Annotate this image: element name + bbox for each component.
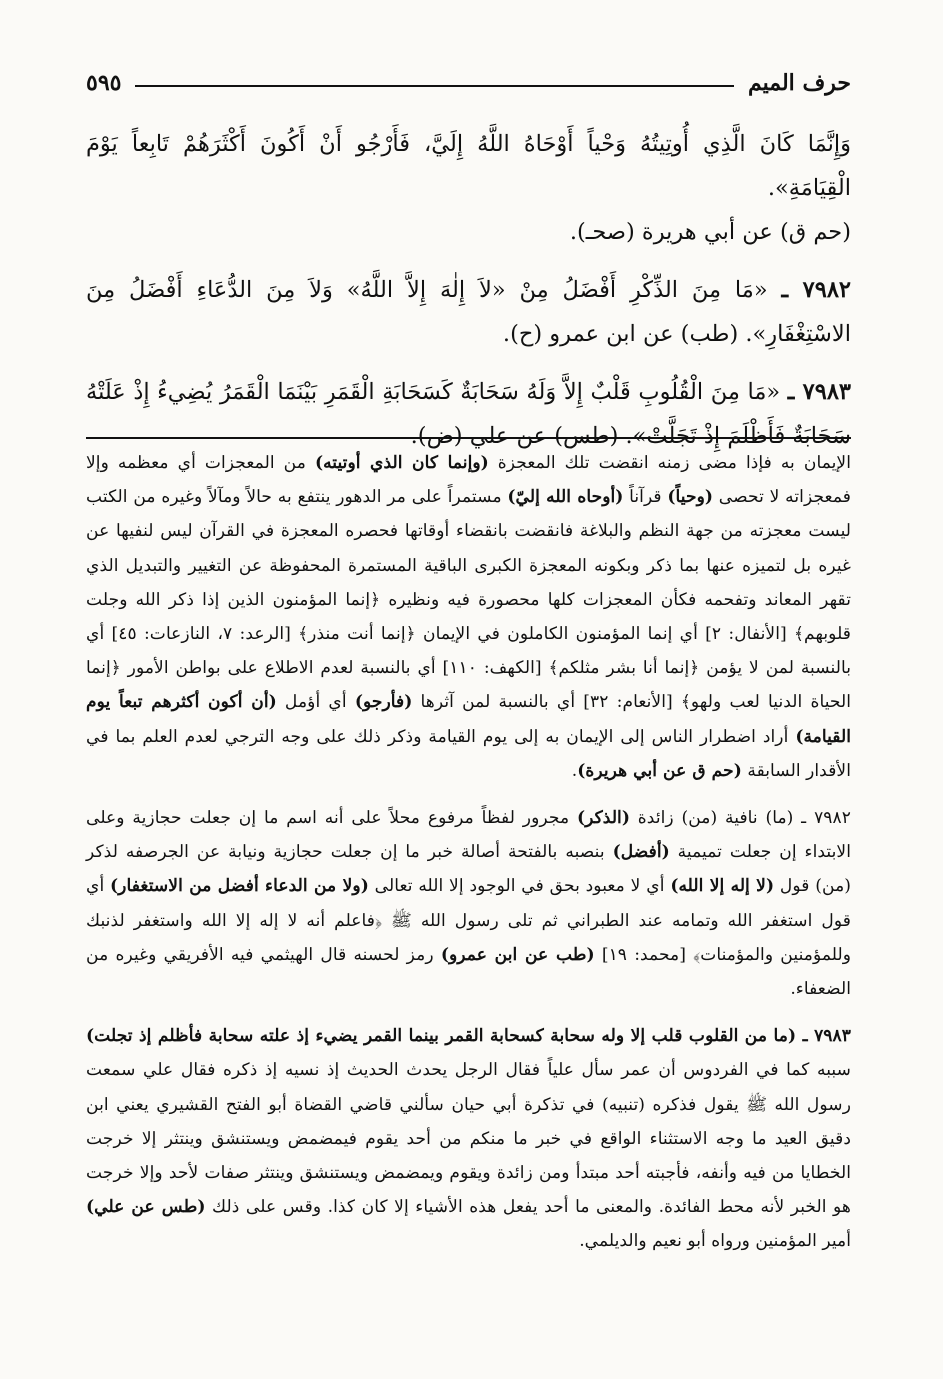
- c1-text-2: من المعجزات أي معظمه وإلا فمعجزاته لا تحصى: [86, 453, 851, 508]
- c1-text-7: .: [571, 760, 578, 781]
- c2-text-4: أي لا معبود بحق في الوجود إلا الله تعالى: [374, 876, 665, 897]
- running-header: [86, 66, 851, 100]
- chapter-title: حرف الميم: [747, 70, 851, 96]
- c2-text-2: مجرور لفظاً مرفوع محلاً على أنه اسم ما إن جعلت حجازية وعلى الابتداء إن جعلت تميمية: [86, 808, 851, 863]
- commentary-paragraph-3: [86, 1019, 851, 1258]
- c1-bold-6: (حم ق عن أبي هريرة): [577, 760, 742, 781]
- c3-bold-1: ٧٩٨٣ ـ (ما من القلوب قلب إلا وله سحابة كسحابة القمر بينما القمر يضيء إذ علته سحابة فأظلم إذ تجلت): [86, 1026, 851, 1047]
- c1-text-5: أي أؤمل: [284, 692, 347, 713]
- hadith-cont-source: [86, 210, 851, 254]
- hadith-7983: [86, 370, 851, 458]
- c1-text-1: الإيمان به فإذا مضى زمنه انقضت تلك المعجزة: [497, 453, 851, 473]
- c1-text-6: أراد اضطرار الناس إلى الإيمان به إلى يوم القيامة وذكر ذلك على وجه الترجي لعدم العلم بما في الأقدار السابقة: [86, 726, 851, 781]
- header-rule: [135, 85, 734, 87]
- hadith-7982-source: (طب) عن ابن عمرو (ح).: [502, 321, 739, 347]
- c2-text-6: رمز لحسنه قال الهيثمي فيه الأفريقي وغيره من الضعفاء.: [86, 944, 851, 1000]
- commentary-paragraph-2: [86, 801, 851, 1006]
- c2-bold-2: (أفضل): [612, 842, 670, 863]
- c3-text-1: سببه كما في الفردوس أن عمر سأل علياً فقال الرجل يحدث الحديث إذ نسيه إذ ذكره فقال علي سمعت رسول الله ﷺ يقول فذكره (تنبيه) في تذكرة أبي حيان سألني قاضي القضاة أبو الفتح القشيري يعني ابن دقيق العيد ما وجه الاستثناء الواقع في خبر ما منكم من أحد يقوم فيمضمض ويستنشق وينتثر إلا خرجت الخطايا من فيه وأنفه، فأجبته أحد مبتدأ ومن زائدة ويقوم ويمضمض ويستنشق وينتثر صفات لأحد وإلا خرجت هو الخبر لأنه محط الفائدة. والمعنى ما أحد يفعل هذه الأشياء إلا كان كذا. وقس على ذلك: [86, 1060, 851, 1218]
- commentary-paragraph-1: [86, 446, 851, 788]
- c1-text-3: قرآناً: [629, 487, 662, 508]
- hadith-continuation: [86, 122, 851, 210]
- c1-bold-4: (فأرجو): [354, 692, 413, 713]
- commentary-section: [86, 446, 851, 1259]
- hadith-7982-number: ٧٩٨٢ ـ: [781, 277, 851, 303]
- page-number: ٥٩٥: [86, 70, 122, 96]
- c2-text-3: بنصبه بالفتحة أصالة خبر ما إن جعلت حجازية ونيابة عن الجرصفه لذكر (من) قول: [86, 842, 851, 897]
- c2-text-5: أي قول استغفر الله وتمامه عند الطبراني ثم تلى رسول الله ﷺ ﴿فاعلم أنه لا إله إلا الله واستغفر لذنبك وللمؤمنين والمؤمنات﴾ [محمد: ١٩]: [86, 876, 852, 965]
- hadith-cont-text: وَإِنَّمَا كَانَ الَّذِي أُوتِيتُهُ وَحْياً أَوْحَاهُ اللَّهُ إِلَيَّ، فَأَرْجُو أَنْ أَكُونَ أَكْثَرَهُمْ تَابِعاً يَوْمَ الْقِيَامَةِ».: [86, 131, 851, 201]
- c3-text-2: أمير المؤمنين ورواه أبو نعيم والديلمي.: [579, 1231, 851, 1252]
- c2-bold-3: (لا إله إلا الله): [670, 876, 775, 897]
- hadith-cont-source-text: (حم ق) عن أبي هريرة (صحـ).: [569, 219, 851, 245]
- c2-text-1: ٧٩٨٢ ـ (ما) نافية (من) زائدة: [637, 808, 851, 829]
- c2-bold-1: (الذكر): [577, 808, 630, 829]
- c1-bold-1: (وإنما كان الذي أوتيته): [314, 453, 489, 473]
- c3-bold-2: (طس عن علي): [86, 1197, 206, 1218]
- c1-text-4: مستمراً على مر الدهور ينتفع به حالاً ومآلاً وغيره من الكتب ليست معجزته من جهة النظم والبلاغة فانقضت بانقضاء أوقاتها فحصره المعجزة في القرآن ليس لنفيها عن غيره بل لتميزه عنها بما ذكر وبكونه المعجزة الكبرى الباقية المستمرة المحفوظة عن التغيير والتبديل الذي تقهر المعاند وتفحمه فكأن المعجزات كلها محصورة فيه ونظيره ﴿إنما المؤمنون الذين إذا ذكر الله وجلت قلوبهم﴾ [الأنفال: ٢] أي إنما المؤمنون الكاملون في الإيمان ﴿إنما أنت منذر﴾ [الرعد: ٧، النازعات: ٤٥] أي بالنسبة لمن لا يؤمن ﴿إنما أنا بشر مثلكم﴾ [الكهف: ١١٠] أي بالنسبة لعدم الاطلاع على بواطن الأمور ﴿إنما الحياة الدنيا لعب ولهو﴾ [الأنعام: ٣٢] أي بالنسبة لمن آثرها: [86, 487, 851, 713]
- c1-bold-5: (أن أكون أكثرهم تبعاً يوم القيامة): [86, 692, 851, 747]
- c1-bold-3: (أوحاه الله إليّ): [507, 487, 624, 508]
- hadith-7982-text: «مَا مِنَ الذِّكْرِ أَفْضَلُ مِنْ «لاَ إِلٰهَ إِلاَّ اللَّهُ» وَلاَ مِنَ الدُّعَاءِ أَفْضَلُ مِنَ الاسْتِغْفَارِ».: [86, 277, 851, 347]
- footnote-divider: [86, 437, 851, 439]
- c1-bold-2: (وحياً): [667, 487, 714, 508]
- hadith-7983-source: (طس) عن علي (ض).: [410, 423, 619, 449]
- hadith-7983-text: «مَا مِنَ الْقُلُوبِ قَلْبٌ إِلاَّ وَلَهُ سَحَابَةٌ كَسَحَابَةِ الْقَمَرِ بَيْنَمَا الْقَمَرُ يُضِيءُ إِذْ عَلَتْهُ سَحَابَةٌ فَأَظْلَمَ إِذْ تَجَلَّتْ».: [86, 379, 851, 449]
- hadith-text-section: [86, 122, 851, 458]
- hadith-7983-number: ٧٩٨٣ ـ: [787, 379, 851, 405]
- c2-bold-4: (ولا من الدعاء أفضل من الاستغفار): [110, 876, 369, 897]
- c2-bold-5: (طب عن ابن عمرو): [440, 944, 595, 965]
- hadith-7982: [86, 268, 851, 356]
